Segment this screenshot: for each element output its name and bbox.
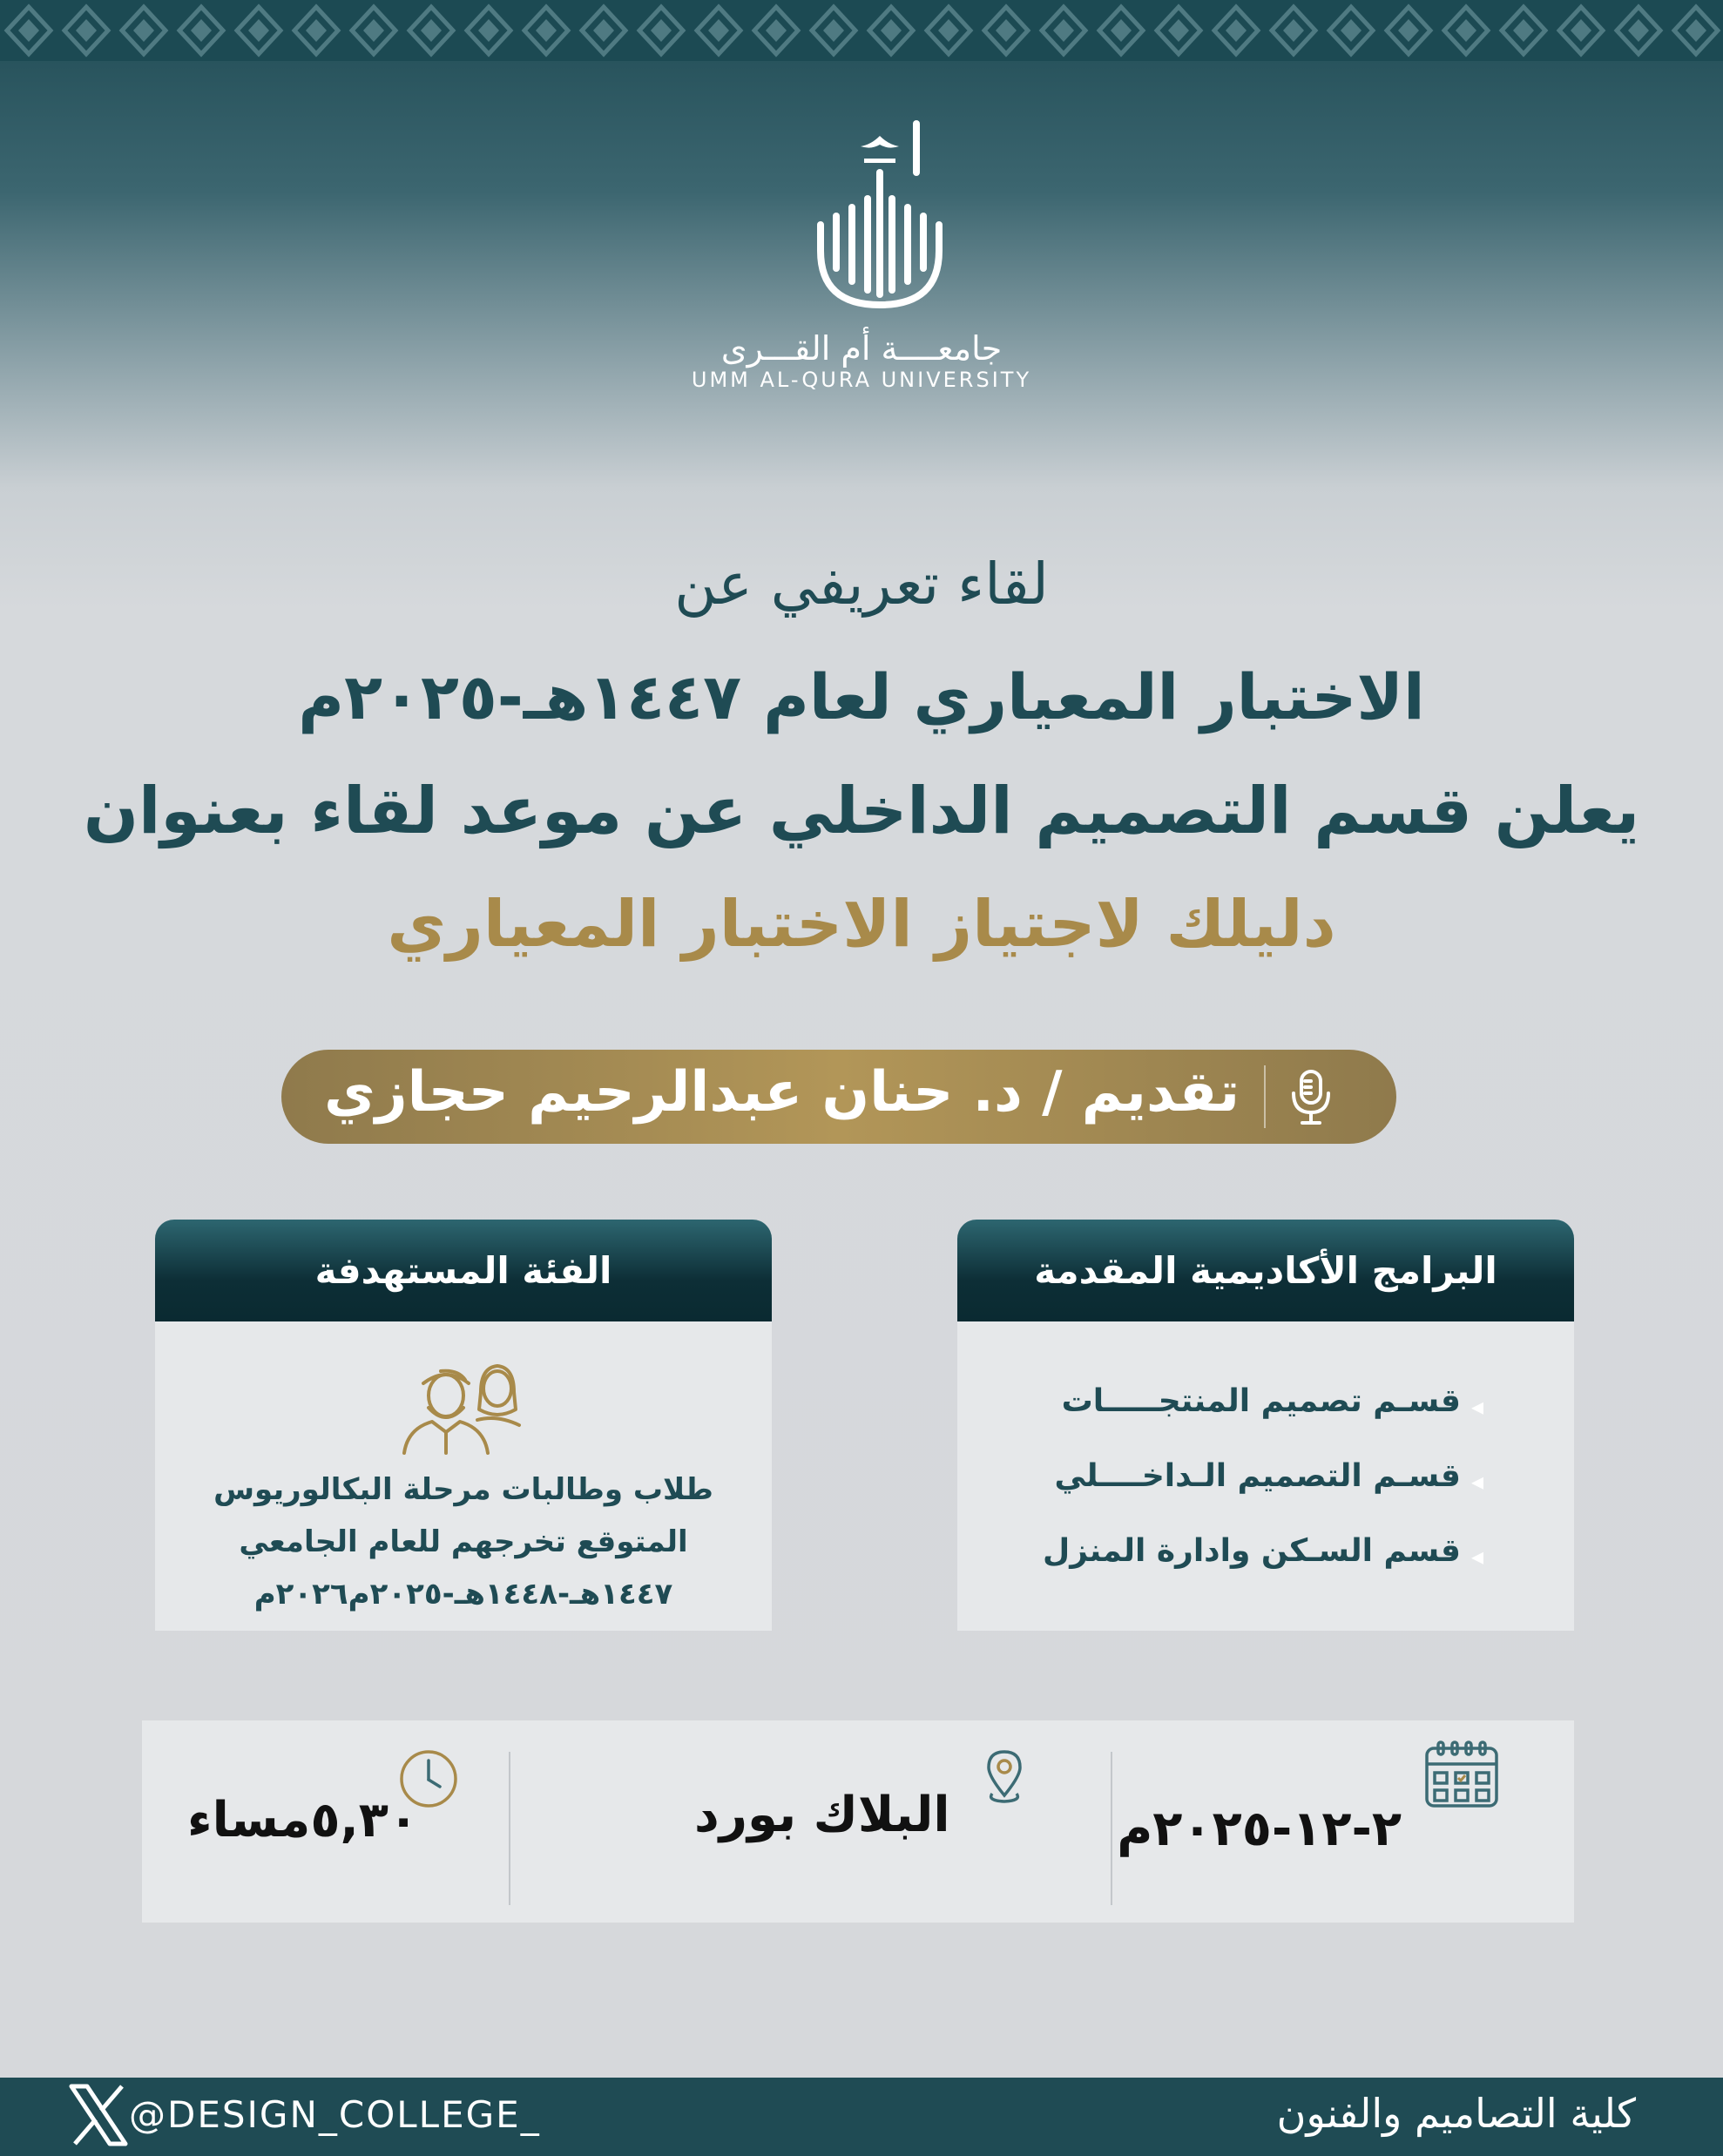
x-logo-icon[interactable] [68,2083,129,2147]
separator [1111,1752,1112,1905]
event-location: البلاك بورد [694,1787,950,1843]
arrow-icon: ◂ [1470,1467,1483,1496]
calendar-icon [1424,1740,1499,1809]
logo-arabic-name: جامعــــة أم القـــرى [720,329,1003,368]
footer-bar [0,2078,1723,2156]
event-time: ٥,٣٠مساء [187,1792,419,1848]
target-card-title: الفئة المستهدفة [155,1220,772,1321]
arrow-icon: ◂ [1470,1542,1483,1571]
event-intro: لقاء تعريفي عن [674,551,1049,618]
separator [509,1752,510,1905]
arrow-icon: ◂ [1470,1392,1483,1421]
event-title: دليلك لاجتياز الاختبار المعياري [387,887,1336,962]
target-line-1: طلاب وطالبات مرحلة البكالوريوس [213,1472,713,1507]
students-icon [397,1359,526,1456]
program-item: ◂ قسـم التصميم الـداخــــلي [1054,1458,1483,1496]
presenter-banner [281,1050,1396,1144]
presenter-divider [1264,1065,1266,1128]
program-item: ◂ قسم السـكن وادارة المنزل [1043,1533,1483,1571]
target-line-3: ١٤٤٧هـ-١٤٤٨هـ-٢٠٢٥م٢٠٢٦م [253,1577,673,1612]
event-details-bar [142,1720,1574,1923]
location-pin-icon [983,1748,1025,1804]
event-headline-2: يعلن قسم التصميم الداخلي عن موعد لقاء بعنوان [83,774,1640,848]
event-headline-1: الاختبار المعياري لعام ١٤٤٧هـ-٢٠٢٥م [298,660,1425,733]
social-handle[interactable]: @DESIGN_COLLEGE_ [129,2093,541,2136]
program-item: ◂ قسـم تصميم المنتجـــــات [1061,1383,1483,1421]
decorative-pattern [0,0,1723,61]
logo-english-name: UMM AL-QURA UNIVERSITY [691,368,1032,392]
event-date: ٢-١٢-٢٠٢٥م [1117,1801,1402,1857]
programs-list [1043,1383,1483,1608]
presenter-name: تقديم / د. حنان عبدالرحيم حجازي [324,1060,1240,1125]
college-name: كلية التصاميم والفنون [1276,2090,1636,2137]
programs-card [957,1220,1574,1631]
target-audience-card [155,1220,772,1631]
microphone-icon [1287,1069,1335,1126]
university-logo [810,120,949,312]
programs-card-title: البرامج الأكاديمية المقدمة [957,1220,1574,1321]
target-line-2: المتوقع تخرجهم للعام الجامعي [239,1524,688,1559]
